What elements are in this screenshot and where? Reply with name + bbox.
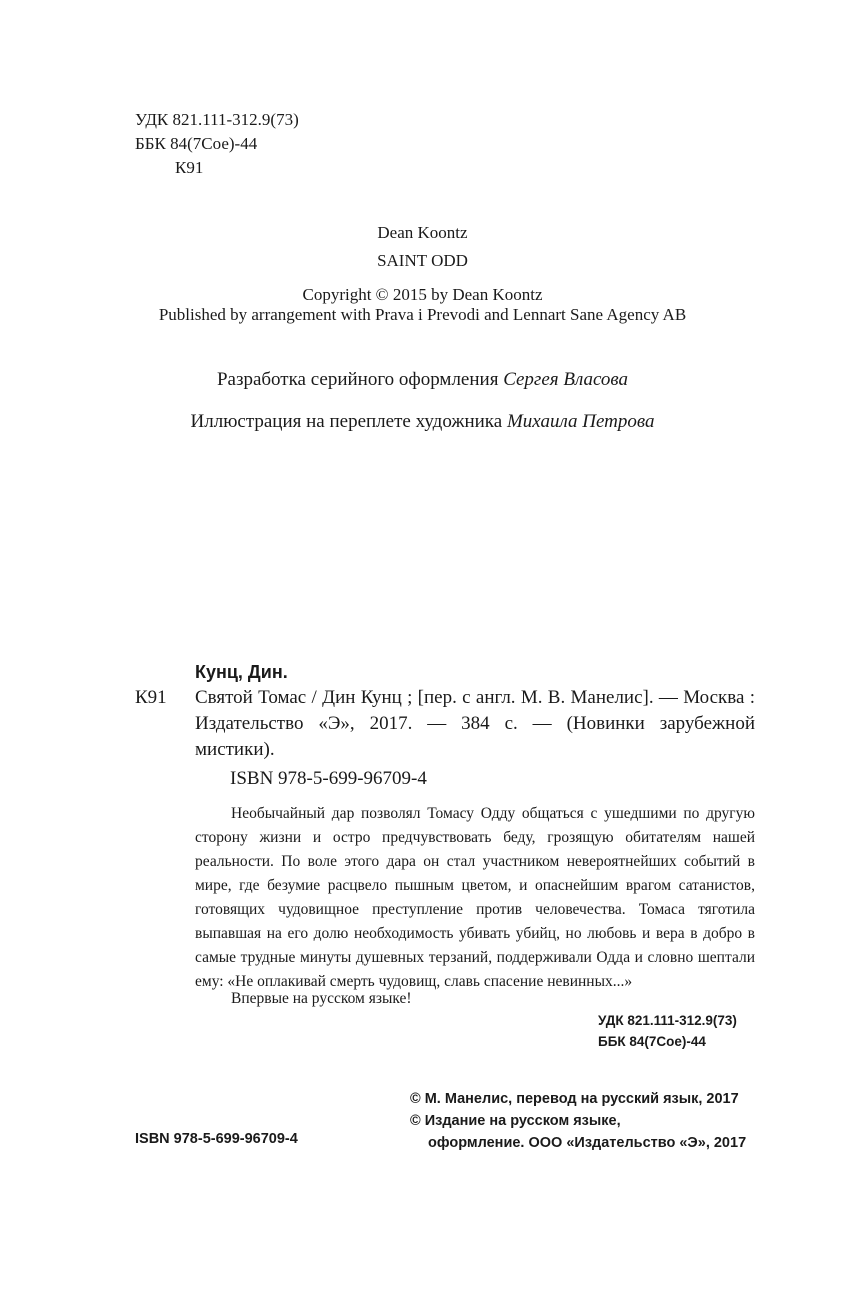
annotation-text: Необычайный дар позволял Томасу Одду общаться с ушедшими по другую сторону жизни и остро предчувствовать беду, грозящую обитателям нашей реальности. По воле этого дара он стал участником невероятнейших событий в мире, где безумие расцвело пышным цветом, и опаснейшим врагом сатанистов, готовящих чудовищное преступление против человечества. Томаса тяготила выпавшая на его долю необходимость убивать убийц, но любовь и вера в добро в самые трудные минуты душевных терзаний, поддерживали Одда и словно шептали ему: «Не оплакивай смерть чудовищ, славь спасение невинных...»	[195, 805, 755, 990]
classification-codes	[135, 108, 299, 180]
footer-isbn: ISBN 978-5-699-96709-4	[135, 1131, 298, 1147]
arrangement-line: Published by arrangement with Prava i Prevodi and Lennart Sane Agency AB	[158, 305, 687, 324]
footer-bbk: ББК 84(7Сое)-44	[598, 1034, 706, 1049]
annotation	[195, 802, 755, 994]
copyright-line: Copyright © 2015 by Dean Koontz	[302, 285, 543, 304]
bbk-code: ББК 84(7Сое)-44	[135, 134, 258, 153]
copyright-notices	[410, 1088, 746, 1154]
series-design-name: Сергея Власова	[503, 369, 629, 390]
author-mark: К91	[175, 158, 204, 177]
series-design-prefix: Разработка серийного оформления	[216, 369, 499, 390]
isbn-record: ISBN 978-5-699-96709-4	[230, 768, 427, 789]
cover-illustration-credit	[0, 411, 845, 433]
edition-copyright-line1: © Издание на русском языке,	[410, 1113, 621, 1129]
bib-description: Святой Томас / Дин Кунц ; [пер. с англ. М. В. Манелис]. — Москва : Издательство «Э», 2017. — 384 с. — (Новинки зарубежной мистики).	[195, 687, 755, 760]
first-in-russian: Впервые на русском языке!	[231, 990, 412, 1007]
series-design-credit	[0, 369, 845, 391]
original-title: SAINT ODD	[377, 251, 468, 270]
bibliographic-record	[135, 659, 755, 763]
bib-code: К91	[135, 687, 167, 708]
udk-code: УДК 821.111-312.9(73)	[135, 110, 299, 129]
original-author: Dean Koontz	[377, 223, 468, 242]
edition-copyright-line2: оформление. ООО «Издательство «Э», 2017	[428, 1135, 747, 1151]
cover-illustration-prefix: Иллюстрация на переплете художника	[190, 411, 503, 432]
cover-illustration-name: Михаила Петрова	[506, 411, 655, 432]
footer-udk: УДК 821.111-312.9(73)	[598, 1013, 737, 1028]
author-heading: Кунц, Дин.	[195, 662, 288, 682]
translation-copyright: © М. Манелис, перевод на русский язык, 2017	[410, 1091, 739, 1107]
footer-classification	[598, 1010, 737, 1052]
